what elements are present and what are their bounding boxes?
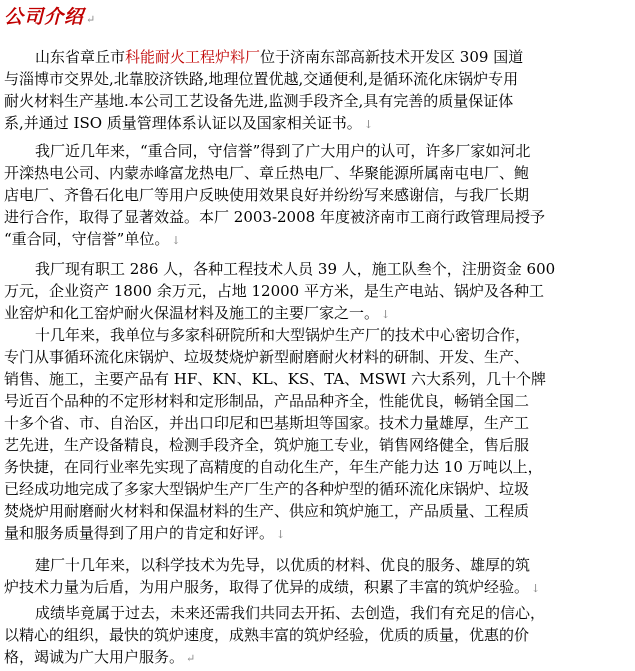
- paragraph-4-line-9: 焚烧炉用耐磨耐火材料和保温材料的生产、供应和筑炉施工，产品质量、工程质: [4, 502, 530, 520]
- p1-line-4-text: 系,并通过 ISO 质量管理体系认证以及国家相关证书。: [4, 114, 362, 132]
- paragraph-mark: ↓: [531, 582, 541, 595]
- company-name: 科能耐火工程炉料厂: [125, 48, 261, 66]
- return-mark: ↵: [186, 652, 196, 665]
- paragraph-1-line-2: 与淄博市交界处,北靠胶济铁路,地理位置优越,交通便利,是循环流化床锅炉专用: [4, 70, 519, 88]
- p6-line-3-text: 格，竭诚为广大用户服务。: [4, 648, 185, 666]
- paragraph-6-line-3: [4, 646, 630, 668]
- paragraph-3-line-1: 我厂现有职工 286 人，各种工程技术人员 39 人，施工队叁个，注册资金 600: [35, 260, 556, 278]
- p1-text-a: 山东省章丘市: [35, 48, 126, 66]
- paragraph-5-line-2: [4, 576, 630, 598]
- paragraph-3-line-3: [4, 302, 630, 324]
- p3-line-3-text: 业窑炉和化工窑炉耐火保温材料及施工的主要厂家之一。: [4, 304, 380, 322]
- paragraph-mark: ↓: [171, 234, 181, 247]
- paragraph-6-line-1: 成绩毕竟属于过去，未来还需我们共同去开拓、去创造，我们有充足的信心，: [35, 604, 546, 622]
- paragraph-2-line-1: 我厂近几年来，“重合同，守信誉”得到了广大用户的认可，许多厂家如河北: [35, 142, 531, 160]
- paragraph-1-line-4: [4, 112, 630, 134]
- paragraph-2-line-4: 进行合作，取得了显著效益。本厂 2003-2008 年度被济南市工商行政管理局授予: [4, 208, 545, 226]
- paragraph-2-line-5: [4, 228, 630, 250]
- paragraph-mark: ↓: [381, 308, 391, 321]
- paragraph-2-line-3: 店电厂、齐鲁石化电厂等用户反映使用效果良好并纷纷写来感谢信，与我厂长期: [4, 186, 530, 204]
- paragraph-4-line-5: 十多个省、市、自治区，并出口印尼和巴基斯坦等国家。技术力量雄厚，生产工: [4, 414, 530, 432]
- title-text: 公司介绍: [4, 6, 85, 28]
- p2-line-5-text: “重合同，守信誉”单位。: [4, 230, 170, 248]
- page-title: [4, 2, 96, 29]
- paragraph-3-line-2: 万元，企业资产 1800 余万元，占地 12000 平方米，是生产电站、锅炉及各种工: [4, 282, 544, 300]
- paragraph-1-line-1: [35, 46, 630, 68]
- paragraph-4-line-7: 务快捷，在同行业率先实现了高精度的自动化生产，年生产能力达 10 万吨以上，: [4, 458, 543, 476]
- return-mark: ↵: [86, 13, 97, 26]
- paragraph-4-line-4: 号近百个品种的不定形材料和定形制品，产品品种齐全，性能优良，畅销全国二: [4, 392, 530, 410]
- paragraph-mark: ↓: [276, 528, 286, 541]
- p1-text-c: 位于济南东部高新技术开发区 309 国道: [260, 48, 524, 66]
- p5-line-2-text: 炉技术力量为后盾，为用户服务，取得了优异的成绩，积累了丰富的筑炉经验。: [4, 578, 530, 596]
- paragraph-5-line-1: 建厂十几年来，以科学技术为先导，以优质的材料、优良的服务、雄厚的筑: [35, 556, 531, 574]
- paragraph-4-line-3: 销售、施工，主要产品有 HF、KN、KL、KS、TA、MSWI 六大系列，几十个牌: [4, 370, 547, 388]
- paragraph-1-line-3: 耐火材料生产基地.本公司工艺设备先进,监测手段齐全,具有完善的质量保证体: [4, 92, 514, 110]
- paragraph-4-line-10: [4, 522, 630, 544]
- paragraph-4-line-2: 专门从事循环流化床锅炉、垃圾焚烧炉新型耐磨耐火材料的研制、开发、生产、: [4, 348, 530, 366]
- paragraph-4-line-1: 十几年来，我单位与多家科研院所和大型锅炉生产厂的技术中心密切合作，: [35, 326, 531, 344]
- p4-line-10-text: 量和服务质量得到了用户的肯定和好评。: [4, 524, 275, 542]
- paragraph-mark: ↓: [363, 118, 374, 131]
- paragraph-4-line-6: 艺先进，生产设备精良，检测手段齐全，筑炉施工专业，销售网络健全，售后服: [4, 436, 530, 454]
- paragraph-2-line-2: 开滦热电公司、内蒙赤峰富龙热电厂、章丘热电厂、华聚能源所属南屯电厂、鲍: [4, 164, 530, 182]
- paragraph-4-line-8: 已经成功地完成了多家大型锅炉生产厂生产的各种炉型的循环流化床锅炉、垃圾: [4, 480, 530, 498]
- paragraph-6-line-2: 以精心的组织，最快的筑炉速度，成熟丰富的筑炉经验，优质的质量，优惠的价: [4, 626, 530, 644]
